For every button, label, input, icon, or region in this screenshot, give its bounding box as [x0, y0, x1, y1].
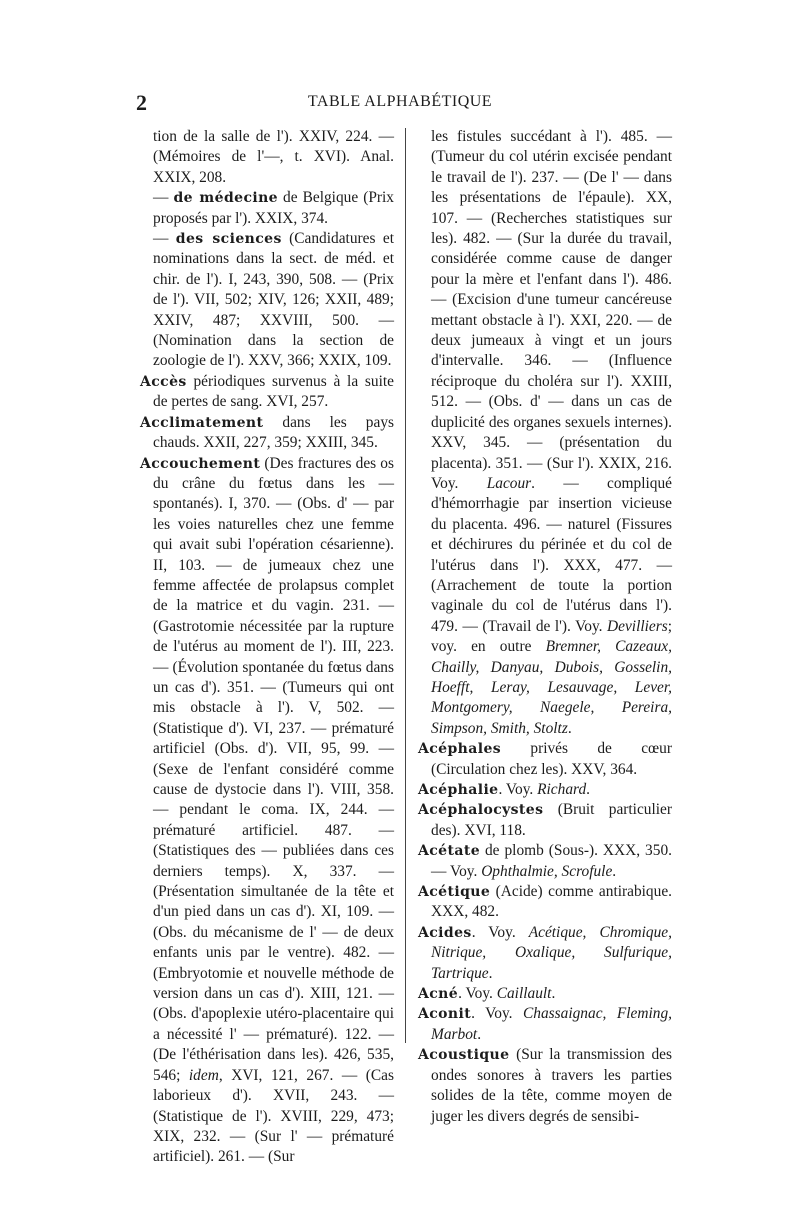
entry-headword: Acoustique: [418, 1047, 510, 1064]
entry-text: . Voy.: [471, 1005, 523, 1023]
entry-text: .: [612, 862, 617, 880]
entry-text: ; voy. en outre: [431, 617, 672, 656]
entry-text: , XVI, 121, 267. — (Cas laborieux d'). XVII, 243. — (Statistique de l'). XVIII, 229, 473; XIX, 232. — (Sur l' — prématuré artificiel). 261. — (Sur: [153, 1066, 394, 1166]
entry-text: de plomb (Sous-). XXX, 350. — Voy.: [431, 842, 672, 880]
entry-text: . — compliqué d'hémorrhagie par insertion vicieuse du placenta. 496. — naturel (Fissures et déchirures du périnée et du col de l'utérus dans l'). XXX, 477. — (Arrachement de toute la portion vaginale du col de l'utérus dans l'). 479. — (Travail de l'). Voy.: [431, 474, 672, 635]
entry-headword: Acéphalie: [418, 782, 499, 798]
entry-text: (Des fractures des os du crâne du fœtus dans les — spontanés). I, 370. — (Obs. d' — par les voies naturelles chez une femme qui avait subi l'opération césarienne). II, 103. — de jumeaux chez une femme affectée de prolapsus complet de la matrice et du vagin. 231. — (Gastrotomie nécessitée par la rupture de l'utérus au moment de l'). III, 223. — (Évolution spontanée du fœtus dans un cas d'). 351. — (Tumeurs qui ont mis obstacle à l'). V, 502. — (Statistique d'). VI, 237. — prématuré artificiel (Obs. d'). VII, 95, 99. — (Sexe de l'enfant considéré comme cause de dystocie dans l'). VIII, 358. — pendant le coma. IX, 244. — prématuré artificiel. 487. — (Statistiques des — publiées dans ces derniers temps). X, 337. — (Présentation simultanée de la tête et d'un pied dans un cas d'). XI, 109. — (Obs. du mécanisme de l' — de deux enfants unis par le ventre). 482. — (Embryotomie et nouvelle méthode de version dans un cas d'). XIII, 121. — (Obs. d'apoplexie utéro-placentaire qui a nécessité l' — prématuré). 122. — (De l'éthérisation dans les). 426, 535, 546;: [153, 454, 394, 1084]
index-entry: [140, 188, 394, 229]
index-entry: [418, 923, 672, 984]
entry-text: périodiques survenus à la suite de pertes de sang. XVI, 257.: [153, 372, 394, 411]
entry-italic: Bremner, Cazeaux, Chailly, Danyau, Dubois, Gosselin, Hoefft, Leray, Lesauvage, Lever, Montgomery, Naegele, Pereira, Simpson, Smith, Stoltz: [431, 638, 672, 737]
entry-italic: Devilliers: [607, 617, 668, 635]
index-entry: [418, 800, 672, 841]
entry-italic: Lacour: [486, 474, 532, 492]
entry-text: privés de cœur (Circulation chez les). XXV, 364.: [431, 740, 672, 778]
index-entry: [140, 413, 394, 454]
entry-text: .: [586, 781, 590, 798]
entry-dash: —: [153, 230, 169, 248]
entry-text: .: [488, 964, 493, 982]
entry-text: de Belgique (Prix proposés par l'). XXIX, 374.: [153, 189, 395, 227]
right-column: [418, 127, 672, 1127]
entry-text: (Acide) comme antirabique. XXX, 482.: [431, 883, 672, 921]
entry-italic: idem: [188, 1066, 219, 1084]
entry-text: (Bruit particulier des). XVI, 118.: [431, 801, 672, 839]
index-entry: [140, 372, 394, 413]
index-entry: [418, 984, 672, 1004]
entry-headword: Acéphalocystes: [418, 802, 544, 819]
entry-text: les fistules succédant à l'). 485. — (Tumeur du col utérin excisée pendant le travail de l'). 237. — (De l' — dans les présentations de l'épaule). XX, 107. — (Recherches statistiques sur les). 482. — (Sur la durée du travail, considérée comme cause de danger pour la mère et l'enfant dans l'). 486. — (Excision d'une tumeur cancéreuse mettant obstacle à l'). XXI, 220. — de deux jumeaux à vingt et un jours d'intervalle. 346. — (Influence réciproque du choléra sur l'). XXIII, 512. — (Obs. d' — dans un cas de duplicité des organes sexuels internes). XXV, 345. — (présentation du placenta). 351. — (Sur l'). XXIX, 216. Voy.: [431, 128, 672, 492]
index-entry: [140, 454, 394, 1168]
entry-headword: Acclimatement: [140, 414, 264, 431]
index-entry: [140, 127, 394, 188]
entry-headword: Accouchement: [140, 455, 261, 472]
entry-text: .: [477, 1025, 482, 1043]
entry-text: dans les pays chauds. XXII, 227, 359; XXIII, 345.: [153, 413, 394, 452]
entry-text: tion de la salle de l'). XXIV, 224. — (Mémoires de l'—, t. XVI). Anal. XXIX, 208.: [153, 128, 394, 186]
entry-italic: Chassaignac, Fleming, Marbot: [431, 1005, 672, 1043]
entry-headword: Accès: [140, 373, 187, 390]
index-entry: [418, 882, 672, 923]
entry-headword: de médecine: [173, 190, 278, 207]
running-title: TABLE ALPHABÉTIQUE: [307, 93, 493, 110]
entry-headword: Acides: [418, 924, 472, 941]
entry-dash: —: [153, 189, 169, 207]
entry-text: (Sur la transmission des ondes sonores à travers les parties solides de la tête, comme moyen de juger les divers degrés de sensibi-: [431, 1046, 672, 1125]
entry-text: .: [567, 719, 572, 737]
entry-italic: Caillault: [496, 985, 552, 1003]
entry-italic: Ophthalmie, Scrofule: [481, 862, 613, 880]
entry-headword: Acétate: [418, 843, 481, 860]
entry-text: . Voy.: [458, 985, 497, 1003]
entry-text: . Voy.: [471, 923, 529, 941]
left-column: [140, 127, 394, 1168]
entry-headword: des sciences: [175, 231, 282, 248]
entry-text: .: [551, 985, 556, 1003]
entry-headword: Acétique: [418, 884, 491, 901]
column-divider: [405, 128, 406, 1043]
entry-headword: Acné: [418, 986, 459, 1003]
index-entry: [418, 127, 672, 739]
index-entry: [418, 841, 672, 882]
index-entry: [418, 739, 672, 780]
entry-italic: Richard: [537, 781, 587, 798]
entry-text: (Candidatures et nominations dans la sect. de méd. et chir. de l'). I, 243, 390, 508. — (Prix de l'). VII, 502; XIV, 126; XXII, 489; XXIV, 487; XXVIII, 500. — (Nomination dans la section de zoologie de l'). XXV, 366; XXIX, 109.: [153, 230, 394, 370]
index-entry: [418, 1045, 672, 1127]
index-entry: [140, 229, 394, 372]
entry-headword: Acéphales: [418, 741, 502, 758]
page-number: 2: [136, 90, 147, 115]
entry-italic: Acétique, Chromique, Nitrique, Oxalique, Sulfurique, Tartrique: [431, 923, 672, 982]
entry-text: . Voy.: [498, 781, 538, 798]
index-entry: [418, 780, 672, 800]
index-entry: [418, 1004, 672, 1045]
entry-headword: Aconit: [418, 1006, 472, 1023]
